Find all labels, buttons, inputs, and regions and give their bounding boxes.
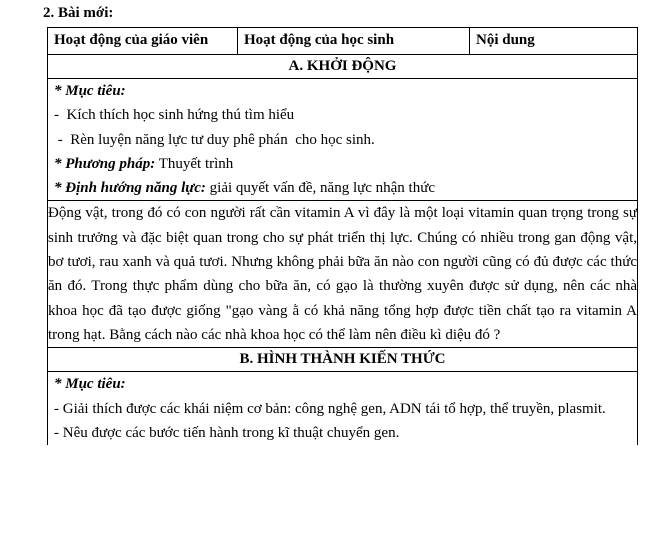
method-label: * Phương pháp: (54, 155, 156, 172)
column-header-content: Nội dung (470, 28, 638, 55)
section-a-goal-label: * Mục tiêu: (54, 83, 126, 99)
section-b-goal-item: - Giải thích được các khái niệm cơ bản: công nghệ gen, ADN tái tổ hợp, thể truyền, plasmit. (54, 400, 606, 417)
column-header-student: Hoạt động của học sinh (238, 28, 470, 55)
section-a-goals-row (48, 79, 638, 201)
section-b-title-row (48, 348, 638, 372)
section-heading: 2. Bài mới: (43, 5, 114, 21)
section-b-goal-label: * Mục tiêu: (54, 376, 126, 393)
lesson-plan-table (47, 27, 638, 445)
section-a-title-row (48, 55, 638, 79)
method-value: Thuyết trình (155, 155, 234, 172)
section-a-goal-item: - Rèn luyện năng lực tư duy phê phán cho học sinh. (54, 131, 375, 148)
competence-value: giải quyết vấn đề, năng lực nhận thức (205, 180, 436, 197)
section-b-goals-row (48, 372, 638, 445)
section-b-goals-cell (48, 372, 638, 445)
section-a-method (48, 152, 637, 176)
column-header-teacher: Hoạt động của giáo viên (48, 28, 238, 55)
section-a-intro-cell (48, 201, 638, 348)
competence-label: * Định hướng năng lực: (54, 180, 206, 197)
section-a-goal-item: - Kích thích học sinh hứng thú tìm hiểu (54, 107, 295, 124)
intro-paragraph: Động vật, trong đó có con người rất cần vitamin A vì đây là một loại vitamin quan trọng trong sự sinh trưởng và đặc biệt quan trong cho sự phát triển thị lực. Chúng có nhiều trong gan động vật, bơ tươi, rau xanh và quả tươi. Nhưng không phải bữa ăn nào con người cũng có đủ được các thức ăn đó. Trong thực phẩm dùng cho bữa ăn, có gạo là thường xuyên được sử dụng, nên các nhà khoa học đã tạo được giống "gạo vàng ằ có khả năng tổng hợp được tiền chất tạo ra vitamin A trong hạt. Bằng cách nào các nhà khoa học có thể làm nên điều kì diệu đó ? (48, 205, 637, 343)
section-a-title: A. KHỞI ĐỘNG (48, 55, 638, 79)
section-b-title: B. HÌNH THÀNH KIẾN THỨC (48, 348, 638, 372)
section-b-goal-item: - Nêu được các bước tiến hành trong kĩ thuật chuyển gen. (54, 424, 400, 441)
section-a-competence (48, 176, 637, 200)
section-a-goals-cell (48, 79, 638, 201)
table-header-row (48, 28, 638, 55)
section-a-intro-row (48, 201, 638, 348)
